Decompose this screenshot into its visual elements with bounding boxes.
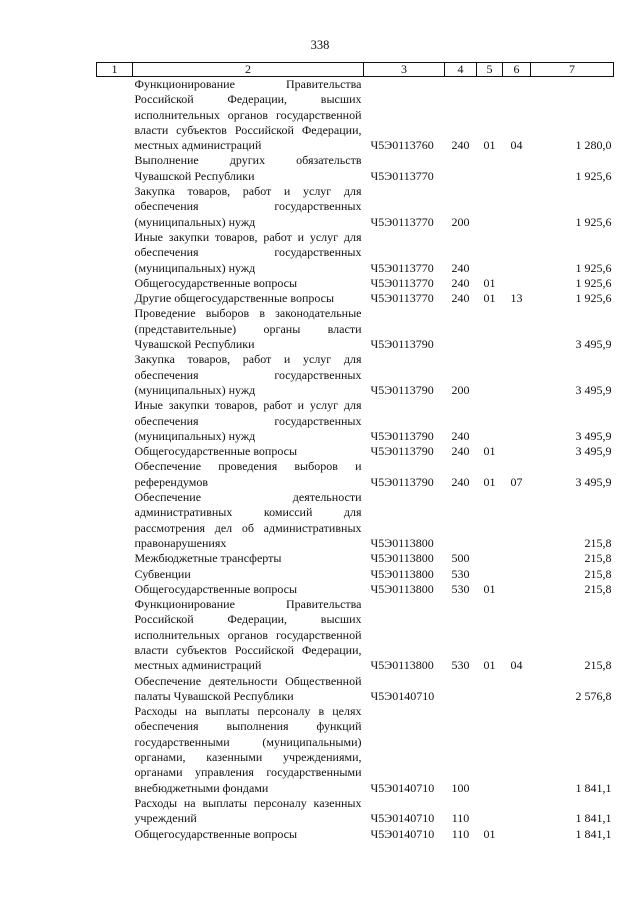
row-section bbox=[477, 796, 503, 827]
table-row bbox=[97, 444, 614, 459]
row-description: Обеспечение деятельности административных комиссий для рассмотрения дел об административных правонарушениях bbox=[134, 490, 362, 550]
row-amount: 1 925,6 bbox=[575, 214, 612, 229]
row-expense-type bbox=[445, 153, 477, 184]
row-description: Общегосударственные вопросы bbox=[134, 826, 298, 841]
row-target-code: Ч5Э0113790 bbox=[370, 337, 434, 352]
row-section bbox=[477, 551, 503, 566]
row-subsection bbox=[503, 352, 531, 398]
row-empty-cell bbox=[97, 551, 133, 566]
row-amount: 1 841,1 bbox=[575, 780, 612, 795]
row-section bbox=[477, 153, 503, 184]
row-description: Функционирование Правительства Российской Федерации, высших исполнительных органов государственной власти субъектов Российской Федерации, местных администраций bbox=[134, 597, 362, 673]
row-section: 01 bbox=[483, 581, 496, 596]
header-col-6: 6 bbox=[503, 63, 531, 77]
row-empty-cell bbox=[97, 352, 133, 398]
row-amount: 215,8 bbox=[584, 658, 612, 673]
row-section: 01 bbox=[483, 291, 496, 306]
row-subsection bbox=[503, 704, 531, 796]
row-amount: 3 495,9 bbox=[575, 382, 612, 397]
row-empty-cell bbox=[97, 490, 133, 551]
table-body bbox=[97, 77, 614, 842]
row-description: Расходы на выплаты персоналу казенных учреждений bbox=[134, 795, 362, 826]
row-expense-type: 530 bbox=[451, 566, 470, 581]
row-empty-cell bbox=[97, 597, 133, 673]
row-description: Субвенции bbox=[134, 566, 191, 581]
header-col-3: 3 bbox=[364, 63, 445, 77]
row-empty-cell bbox=[97, 582, 133, 597]
header-col-7: 7 bbox=[531, 63, 614, 77]
row-amount: 3 495,9 bbox=[575, 337, 612, 352]
table-row bbox=[97, 459, 614, 490]
row-subsection: 13 bbox=[510, 291, 523, 306]
row-description: Общегосударственные вопросы bbox=[134, 275, 298, 290]
row-empty-cell bbox=[97, 230, 133, 276]
table-row bbox=[97, 291, 614, 306]
table-row bbox=[97, 582, 614, 597]
row-subsection bbox=[503, 551, 531, 566]
row-description: Расходы на выплаты персоналу в целях обеспечения выполнения функций государственными (муниципальными) органами, казенными учреждениями, органами управления государственными внебюджетными фондами bbox=[134, 704, 362, 795]
row-description: Выполнение других обязательств Чувашской Республики bbox=[134, 153, 362, 183]
row-expense-type: 110 bbox=[451, 811, 470, 826]
row-subsection: 07 bbox=[510, 474, 523, 489]
row-amount: 1 280,0 bbox=[575, 138, 612, 153]
row-amount: 215,8 bbox=[584, 581, 612, 596]
row-section: 01 bbox=[483, 826, 496, 841]
row-target-code: Ч5Э0113790 bbox=[370, 444, 434, 459]
row-expense-type: 530 bbox=[451, 581, 470, 596]
row-section bbox=[477, 674, 503, 705]
table-row bbox=[97, 153, 614, 184]
row-subsection bbox=[503, 827, 531, 842]
header-col-4: 4 bbox=[445, 63, 477, 77]
row-section: 01 bbox=[483, 474, 496, 489]
row-subsection bbox=[503, 444, 531, 459]
row-description: Иные закупки товаров, работ и услуг для обеспечения государственных (муниципальных) нужд bbox=[134, 398, 362, 443]
row-empty-cell bbox=[97, 704, 133, 796]
row-section: 01 bbox=[483, 138, 496, 153]
row-empty-cell bbox=[97, 398, 133, 444]
header-col-1: 1 bbox=[97, 63, 133, 77]
row-empty-cell bbox=[97, 306, 133, 352]
row-expense-type: 240 bbox=[451, 275, 470, 290]
table-row bbox=[97, 704, 614, 796]
table-row bbox=[97, 352, 614, 398]
table-row bbox=[97, 551, 614, 566]
row-amount: 2 576,8 bbox=[575, 688, 612, 703]
row-target-code: Ч5Э0113790 bbox=[370, 474, 434, 489]
row-amount: 215,8 bbox=[584, 535, 612, 550]
row-section bbox=[477, 230, 503, 276]
row-target-code: Ч5Э0113760 bbox=[370, 138, 434, 153]
row-expense-type: 200 bbox=[451, 214, 470, 229]
row-expense-type: 240 bbox=[451, 428, 470, 443]
row-section bbox=[477, 567, 503, 582]
row-subsection bbox=[503, 230, 531, 276]
row-expense-type bbox=[445, 490, 477, 551]
row-subsection bbox=[503, 398, 531, 444]
row-amount: 215,8 bbox=[584, 566, 612, 581]
budget-table bbox=[96, 62, 614, 842]
row-target-code: Ч5Э0113800 bbox=[370, 658, 434, 673]
row-amount: 3 495,9 bbox=[575, 474, 612, 489]
row-target-code: Ч5Э0113800 bbox=[370, 551, 434, 566]
row-section bbox=[477, 704, 503, 796]
row-subsection bbox=[503, 796, 531, 827]
row-section: 01 bbox=[483, 275, 496, 290]
row-expense-type: 500 bbox=[451, 551, 470, 566]
row-expense-type bbox=[445, 674, 477, 705]
row-section bbox=[477, 352, 503, 398]
table-row bbox=[97, 597, 614, 673]
row-subsection bbox=[503, 276, 531, 291]
row-description: Функционирование Правительства Российской Федерации, высших исполнительных органов государственной власти субъектов Российской Федерации, местных администраций bbox=[134, 77, 362, 153]
page-number: 338 bbox=[310, 38, 330, 52]
row-amount: 1 925,6 bbox=[575, 260, 612, 275]
row-target-code: Ч5Э0113770 bbox=[370, 291, 434, 306]
row-description: Другие общегосударственные вопросы bbox=[134, 291, 335, 306]
row-amount: 1 925,6 bbox=[575, 168, 612, 183]
header-row bbox=[97, 63, 614, 77]
row-description: Закупка товаров, работ и услуг для обеспечения государственных (муниципальных) нужд bbox=[134, 184, 362, 229]
row-section: 01 bbox=[483, 658, 496, 673]
row-empty-cell bbox=[97, 444, 133, 459]
row-subsection: 04 bbox=[510, 658, 523, 673]
row-expense-type: 240 bbox=[451, 474, 470, 489]
table-row bbox=[97, 230, 614, 276]
row-section: 01 bbox=[483, 444, 496, 459]
row-empty-cell bbox=[97, 674, 133, 705]
row-expense-type: 530 bbox=[451, 658, 470, 673]
table-row bbox=[97, 77, 614, 154]
row-amount: 1 925,6 bbox=[575, 275, 612, 290]
row-empty-cell bbox=[97, 827, 133, 842]
header-col-5: 5 bbox=[477, 63, 503, 77]
row-amount: 1 841,1 bbox=[575, 826, 612, 841]
table-row bbox=[97, 276, 614, 291]
table-row bbox=[97, 796, 614, 827]
row-target-code: Ч5Э0113800 bbox=[370, 581, 434, 596]
row-description: Иные закупки товаров, работ и услуг для обеспечения государственных (муниципальных) нужд bbox=[134, 229, 362, 275]
row-subsection bbox=[503, 306, 531, 352]
table-row bbox=[97, 490, 614, 551]
row-description: Обеспечение деятельности Общественной палаты Чувашской Республики bbox=[134, 673, 362, 703]
row-empty-cell bbox=[97, 459, 133, 490]
row-amount: 3 495,9 bbox=[575, 444, 612, 459]
table-row bbox=[97, 306, 614, 352]
table-row bbox=[97, 827, 614, 842]
row-empty-cell bbox=[97, 291, 133, 306]
row-target-code: Ч5Э0113800 bbox=[370, 535, 434, 550]
row-expense-type: 240 bbox=[451, 444, 470, 459]
row-amount: 1 841,1 bbox=[575, 811, 612, 826]
row-target-code: Ч5Э0113770 bbox=[370, 275, 434, 290]
row-empty-cell bbox=[97, 77, 133, 154]
row-empty-cell bbox=[97, 567, 133, 582]
table-row bbox=[97, 184, 614, 230]
row-description: Межбюджетные трансферты bbox=[134, 551, 282, 566]
row-empty-cell bbox=[97, 796, 133, 827]
table-row bbox=[97, 674, 614, 705]
row-expense-type: 100 bbox=[451, 780, 470, 795]
row-section bbox=[477, 490, 503, 551]
row-expense-type: 110 bbox=[451, 826, 470, 841]
row-empty-cell bbox=[97, 153, 133, 184]
row-amount: 215,8 bbox=[584, 551, 612, 566]
row-expense-type bbox=[445, 306, 477, 352]
row-expense-type: 240 bbox=[451, 138, 470, 153]
row-section bbox=[477, 184, 503, 230]
row-amount: 1 925,6 bbox=[575, 291, 612, 306]
row-subsection bbox=[503, 490, 531, 551]
row-target-code: Ч5Э0113770 bbox=[370, 260, 434, 275]
row-subsection: 04 bbox=[510, 138, 523, 153]
row-description: Общегосударственные вопросы bbox=[134, 444, 298, 459]
table-row bbox=[97, 398, 614, 444]
row-target-code: Ч5Э0113770 bbox=[370, 214, 434, 229]
row-description: Проведение выборов в законодательные (представительные) органы власти Чувашской Республики bbox=[134, 306, 362, 352]
row-subsection bbox=[503, 567, 531, 582]
row-description: Закупка товаров, работ и услуг для обеспечения государственных (муниципальных) нужд bbox=[134, 352, 362, 397]
row-empty-cell bbox=[97, 276, 133, 291]
row-section bbox=[477, 398, 503, 444]
row-target-code: Ч5Э0113790 bbox=[370, 382, 434, 397]
row-section bbox=[477, 306, 503, 352]
row-subsection bbox=[503, 184, 531, 230]
row-expense-type: 240 bbox=[451, 260, 470, 275]
row-target-code: Ч5Э0140710 bbox=[370, 811, 435, 826]
row-amount: 3 495,9 bbox=[575, 428, 612, 443]
row-expense-type: 240 bbox=[451, 291, 470, 306]
row-expense-type: 200 bbox=[451, 382, 470, 397]
row-subsection bbox=[503, 674, 531, 705]
row-target-code: Ч5Э0140710 bbox=[370, 688, 435, 703]
row-description: Обеспечение проведения выборов и референдумов bbox=[134, 459, 362, 489]
row-target-code: Ч5Э0113800 bbox=[370, 566, 434, 581]
table-row bbox=[97, 567, 614, 582]
row-subsection bbox=[503, 582, 531, 597]
row-target-code: Ч5Э0140710 bbox=[370, 826, 435, 841]
header-col-2: 2 bbox=[133, 63, 364, 77]
row-target-code: Ч5Э0113790 bbox=[370, 428, 434, 443]
row-subsection bbox=[503, 153, 531, 184]
table-header bbox=[97, 63, 614, 77]
row-description: Общегосударственные вопросы bbox=[134, 581, 298, 596]
row-target-code: Ч5Э0113770 bbox=[370, 168, 434, 183]
row-empty-cell bbox=[97, 184, 133, 230]
row-target-code: Ч5Э0140710 bbox=[370, 780, 435, 795]
